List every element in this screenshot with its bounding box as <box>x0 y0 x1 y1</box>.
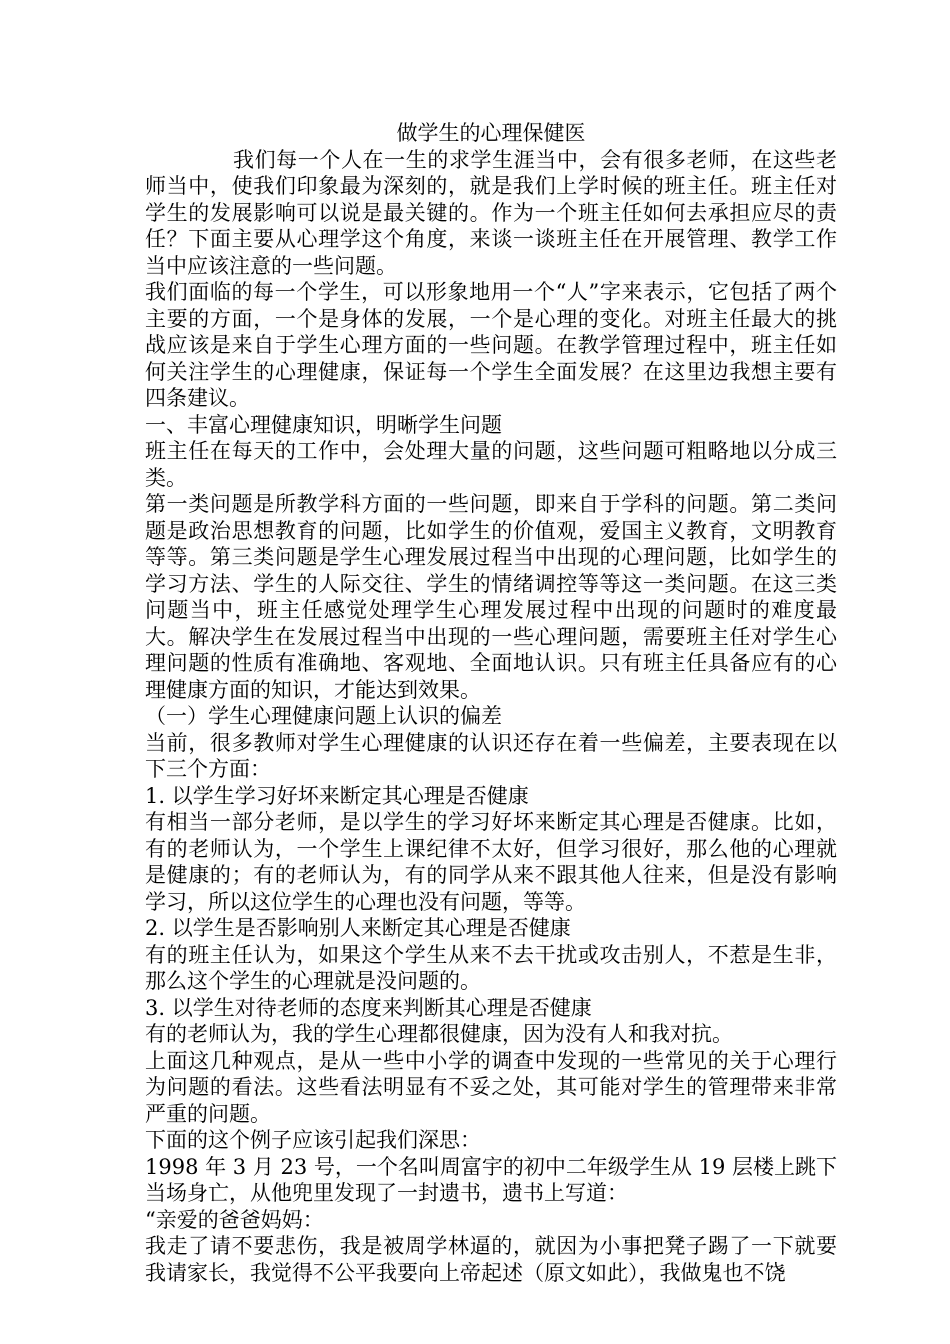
paragraph: 我们面临的每一个学生，可以形象地用一个“人”字来表示，它包括了两个主要的方面，一个是身体的发展，一个是心理的变化。对班主任最大的挑战应该是来自于学生心理方面的一些问题。在教学管理过程中，班主任如何关注学生的心理健康，保证每一个学生全面发展？在这里边我想主要有四条建议。 <box>145 280 837 410</box>
paragraph: 1998 年 3 月 23 号，一个名叫周富宇的初中二年级学生从 19 层楼上跳下当场身亡，从他兜里发现了一封遗书，遗书上写道： <box>145 1154 837 1205</box>
paragraph: 有相当一部分老师，是以学生的学习好坏来断定其心理是否健康。比如，有的老师认为，一个学生上课纪律不太好，但学习很好，那么他的心理就是健康的；有的老师认为，有的同学从来不跟其他人往来，但是没有影响学习，所以这位学生的心理也没有问题，等等。 <box>145 810 837 914</box>
paragraph: 下面的这个例子应该引起我们深思： <box>145 1128 481 1152</box>
subsection-heading: （一）学生心理健康问题上认识的偏差 <box>145 704 502 728</box>
paragraph: 有的班主任认为，如果这个学生从来不去干扰或攻击别人，不惹是生非，那么这个学生的心理就是没问题的。 <box>145 942 837 993</box>
list-heading: 3. 以学生对待老师的态度来判断其心理是否健康 <box>145 995 592 1020</box>
section-heading: 一、丰富心理健康知识，明晰学生问题 <box>145 412 502 437</box>
paragraph: 班主任在每天的工作中，会处理大量的问题，这些问题可粗略地以分成三类。 <box>145 439 837 490</box>
paragraph: 上面这几种观点，是从一些中小学的调查中发现的一些常见的关于心理行为问题的看法。这些看法明显有不妥之处，其可能对学生的管理带来非常严重的问题。 <box>145 1048 837 1126</box>
list-heading: 1. 以学生学习好坏来断定其心理是否健康 <box>145 783 529 808</box>
document-body <box>145 120 837 1286</box>
document-title: 做学生的心理保健医 <box>396 121 586 145</box>
list-heading: 2. 以学生是否影响别人来断定其心理是否健康 <box>145 916 571 940</box>
paragraph: 第一类问题是所教学科方面的一些问题，即来自于学科的问题。第二类问题是政治思想教育的问题，比如学生的价值观，爱国主义教育，文明教育等等。第三类问题是学生心理发展过程当中出现的心理问题，比如学生的学习方法、学生的人际交往、学生的情绪调控等等这一类问题。在这三类问题当中，班主任感觉处理学生心理发展过程中出现的问题时的难度最大。解决学生在发展过程当中出现的一些心理问题，需要班主任对学生心理问题的性质有准确地、客观地、全面地认识。只有班主任具备应有的心理健康方面的知识，才能达到效果。 <box>145 492 837 702</box>
paragraph: 有的老师认为，我的学生心理都很健康，因为没有人和我对抗。 <box>145 1022 733 1046</box>
paragraph: 我们每一个人在一生的求学生涯当中，会有很多老师，在这些老师当中，使我们印象最为深刻的，就是我们上学时候的班主任。班主任对学生的发展影响可以说是最关键的。作为一个班主任如何去承担应尽的责任？下面主要从心理学这个角度，来谈一谈班主任在开展管理、教学工作当中应该注意的一些问题。 <box>145 147 837 278</box>
paragraph: 当前，很多教师对学生心理健康的认识还存在着一些偏差，主要表现在以下三个方面： <box>145 730 837 781</box>
letter-body: 我走了请不要悲伤，我是被周学林逼的，就因为小事把凳子踢了一下就要我请家长，我觉得不公平我要向上帝起述（原文如此），我做鬼也不饶 <box>145 1234 837 1285</box>
letter-salutation: “亲爱的爸爸妈妈： <box>145 1207 324 1232</box>
